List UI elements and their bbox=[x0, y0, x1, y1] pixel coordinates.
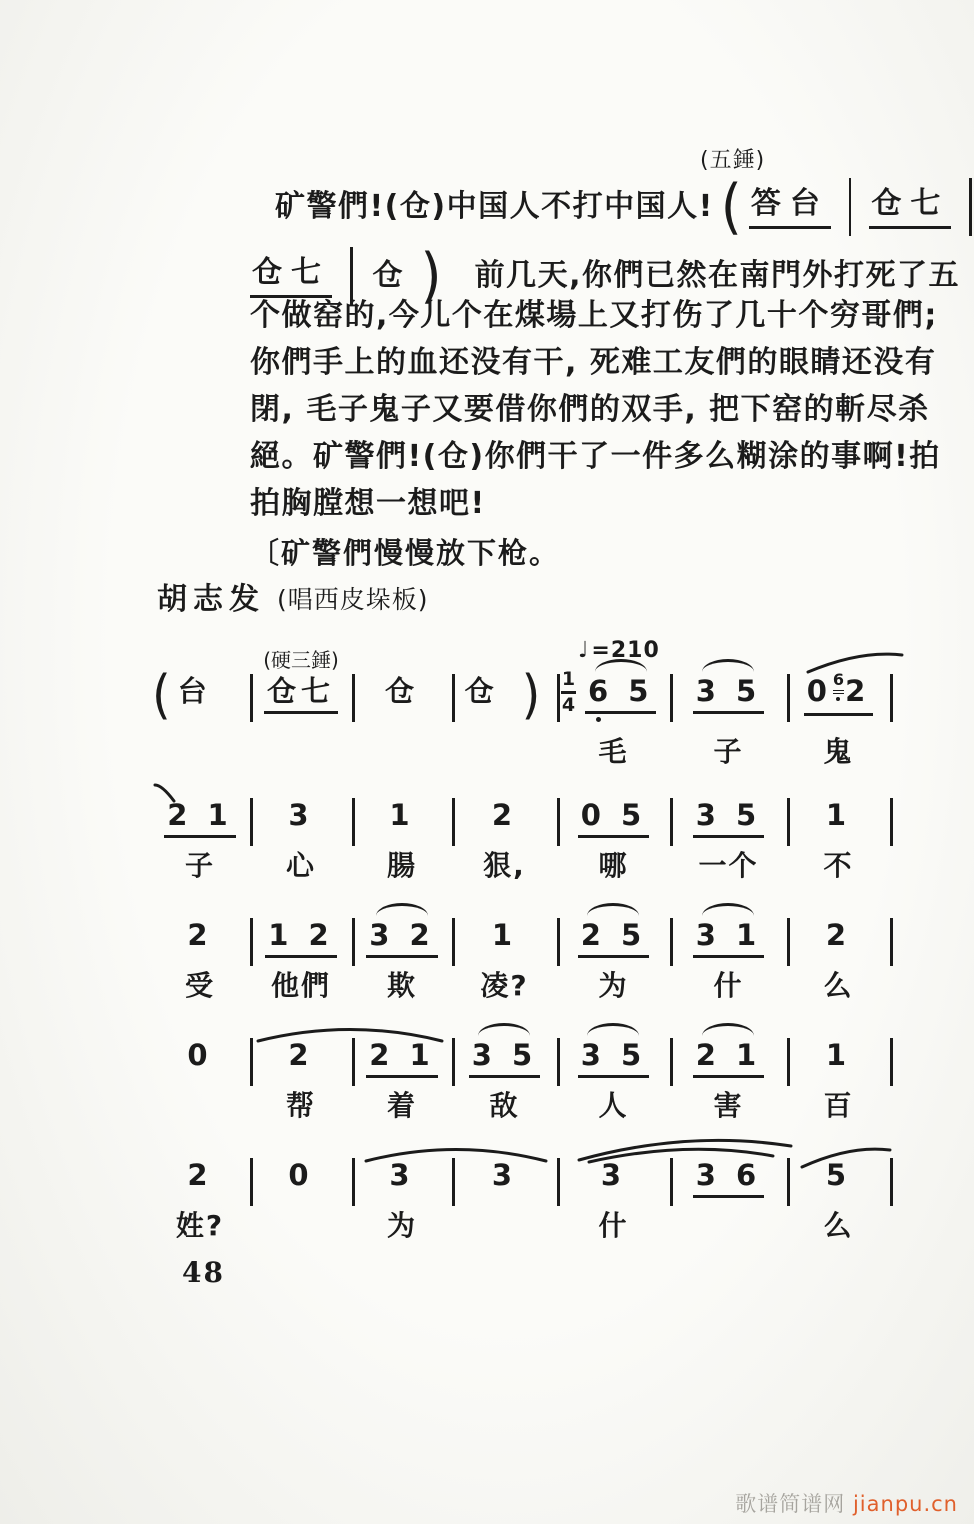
music-line-4 bbox=[150, 1018, 894, 1140]
note-group: 仓七 bbox=[264, 674, 338, 714]
note-group: 仓 bbox=[384, 674, 419, 708]
note-group: 6 5 bbox=[585, 674, 656, 714]
lyric: 不 bbox=[823, 849, 854, 882]
barline bbox=[890, 918, 893, 966]
lyric: 为 bbox=[386, 1209, 417, 1242]
grouping-paren-open: ( bbox=[152, 664, 171, 726]
dialogue-text: 矿警們!(仓)中国人不打中国人! bbox=[275, 189, 714, 225]
measure bbox=[670, 1038, 787, 1078]
lyric: 么 bbox=[823, 1209, 854, 1242]
watermark bbox=[735, 1488, 958, 1518]
lyric: 哪 bbox=[598, 849, 629, 882]
lyric: 人 bbox=[598, 1089, 629, 1122]
dialogue-text: 你們手上的血还没有干, 死难工友們的眼睛还没有 bbox=[250, 345, 937, 380]
measure bbox=[250, 674, 352, 714]
note-group: 3 bbox=[491, 1158, 518, 1192]
measure bbox=[150, 918, 250, 955]
slur-arc bbox=[702, 659, 754, 672]
note-group: 2 bbox=[187, 1158, 213, 1192]
note-group: 仓 bbox=[464, 674, 499, 708]
note-group: 1 bbox=[825, 1038, 852, 1072]
measure bbox=[250, 1158, 352, 1195]
lyric: 子 bbox=[713, 735, 744, 768]
percussion-annotation-five-hammer: (五錘) bbox=[700, 148, 766, 173]
speaker-name: 胡志发 bbox=[157, 582, 265, 617]
barline bbox=[969, 178, 972, 236]
dialogue-text: 拍胸膛想一想吧! bbox=[250, 486, 486, 521]
percussion-syllable: 仓七 bbox=[250, 254, 332, 299]
dialogue-line-1 bbox=[275, 171, 974, 241]
note-group: 3 6 bbox=[693, 1158, 764, 1198]
measure bbox=[452, 798, 557, 835]
measure bbox=[250, 1038, 352, 1075]
percussion-syllable: 仓 bbox=[372, 258, 412, 294]
grace-note: 6 bbox=[833, 671, 844, 694]
measure bbox=[150, 798, 250, 838]
lyric: 凌? bbox=[480, 969, 529, 1002]
measure bbox=[150, 1158, 250, 1195]
measure bbox=[787, 1038, 890, 1075]
octave-dot bbox=[596, 717, 601, 722]
lyric: 受 bbox=[184, 969, 215, 1002]
dialogue-line-7 bbox=[250, 485, 486, 523]
note-group: 2 1 bbox=[693, 1038, 764, 1078]
measure bbox=[787, 918, 890, 955]
dialogue-line-3 bbox=[250, 297, 938, 335]
grouping-paren-close: ) bbox=[420, 240, 442, 310]
measure bbox=[670, 798, 787, 838]
measure bbox=[670, 1158, 787, 1198]
note-group: 1 bbox=[825, 798, 852, 832]
barline bbox=[890, 1038, 893, 1086]
slur-arc bbox=[702, 1023, 754, 1036]
music-line-2 bbox=[150, 778, 894, 900]
note-group: 2 5 bbox=[578, 918, 649, 958]
measure bbox=[557, 918, 670, 958]
barline bbox=[890, 674, 893, 722]
quarter-note-icon: ♩ bbox=[578, 638, 590, 663]
measure bbox=[352, 918, 452, 958]
lyric: 狠, bbox=[483, 849, 526, 882]
slur-arc bbox=[587, 903, 639, 916]
dialogue-line-6 bbox=[250, 438, 941, 476]
measure bbox=[557, 1038, 670, 1078]
watermark-site-name: 歌谱简谱网 bbox=[735, 1492, 853, 1516]
measure bbox=[452, 1038, 557, 1078]
lyric: 敌 bbox=[489, 1089, 520, 1122]
lyric: 姓? bbox=[175, 1209, 225, 1242]
barline bbox=[890, 1158, 893, 1206]
watermark-site-url: jianpu.cn bbox=[852, 1492, 958, 1516]
measure bbox=[557, 798, 670, 838]
dialogue-line-4 bbox=[250, 344, 936, 382]
lyric: 么 bbox=[823, 969, 854, 1002]
measure bbox=[557, 668, 670, 719]
note-group: 2 bbox=[187, 918, 213, 952]
measure bbox=[670, 674, 787, 714]
dialogue-text: 前几天,你們已然在南門外打死了五 bbox=[474, 258, 960, 294]
page-number: 48 bbox=[182, 1256, 225, 1289]
dialogue-line-5 bbox=[250, 391, 930, 429]
percussion-syllable: 答台 bbox=[749, 185, 831, 230]
lyric: 着 bbox=[386, 1089, 417, 1122]
measure bbox=[352, 1158, 452, 1195]
note-group: 1 bbox=[389, 798, 415, 832]
lyric: 子 bbox=[184, 849, 215, 882]
time-signature bbox=[561, 670, 576, 715]
measure bbox=[150, 664, 250, 726]
barline bbox=[890, 798, 893, 846]
barline bbox=[849, 178, 852, 236]
note-group: 2 1 bbox=[164, 798, 235, 838]
dialogue-text: 絕。矿警們!(仓)你們干了一件多么糊涂的事啊!拍 bbox=[250, 439, 941, 474]
lyric: 什 bbox=[598, 1209, 629, 1242]
note-group: 3 5 bbox=[578, 1038, 649, 1078]
lyric: 百 bbox=[823, 1089, 854, 1122]
note-group: 0 bbox=[187, 1038, 213, 1072]
note-group: 3 bbox=[288, 798, 314, 832]
measure bbox=[787, 798, 890, 835]
slur-arc bbox=[376, 903, 428, 916]
measure bbox=[787, 670, 890, 716]
lyric: 为 bbox=[598, 969, 629, 1002]
note-group: 台 bbox=[177, 674, 212, 708]
measure bbox=[352, 798, 452, 835]
note-group: 3 2 bbox=[366, 918, 437, 958]
slur-arc bbox=[587, 1023, 639, 1036]
note-group: 1 bbox=[491, 918, 518, 952]
measure bbox=[787, 1158, 890, 1195]
measure bbox=[452, 918, 557, 955]
measure bbox=[352, 1038, 452, 1078]
grouping-paren-open: ( bbox=[720, 171, 742, 241]
lyric: 毛 bbox=[598, 735, 629, 768]
note-group: 3 1 bbox=[693, 918, 764, 958]
note-group: 5 bbox=[825, 1158, 852, 1192]
note-group: 0 5 bbox=[578, 798, 649, 838]
note-group: 2 bbox=[491, 798, 518, 832]
slur-arc bbox=[702, 903, 754, 916]
note-group: 2 bbox=[288, 1038, 314, 1072]
lyric: 一个 bbox=[698, 849, 759, 882]
lyric: 欺 bbox=[386, 969, 417, 1002]
measure bbox=[452, 664, 557, 726]
note-group: 1 2 bbox=[265, 918, 336, 958]
measure bbox=[250, 798, 352, 835]
tempo-value: =210 bbox=[591, 638, 660, 663]
time-signature-denominator: 4 bbox=[561, 693, 576, 716]
lyric: 帮 bbox=[285, 1089, 316, 1122]
lyric: 鬼 bbox=[823, 735, 854, 768]
stage-direction: 〔矿警們慢慢放下枪。 bbox=[250, 536, 561, 570]
lyric: 腸 bbox=[386, 849, 417, 882]
music-line-5 bbox=[150, 1138, 894, 1260]
grouping-paren-close: ) bbox=[521, 664, 541, 726]
measure bbox=[557, 1158, 670, 1195]
music-line-1 bbox=[150, 638, 894, 768]
note-group: 0 bbox=[288, 1158, 314, 1192]
time-signature-numerator: 1 bbox=[561, 668, 576, 690]
lyric: 心 bbox=[285, 849, 316, 882]
note-group: 2 1 bbox=[366, 1038, 437, 1078]
measure bbox=[250, 918, 352, 958]
note-group: 3 5 bbox=[693, 674, 764, 714]
dialogue-text: 个做窑的,今儿个在煤場上又打伤了几十个穷哥們; bbox=[250, 298, 938, 333]
music-line-3 bbox=[150, 898, 894, 1020]
tie-arc-start bbox=[805, 648, 905, 676]
octave-dot bbox=[836, 697, 840, 701]
lyric: 他們 bbox=[270, 969, 331, 1002]
measure bbox=[352, 674, 452, 711]
percussion-annotation-hard-three-hammer: (硬三錘) bbox=[263, 648, 339, 672]
lyric: 害 bbox=[713, 1089, 744, 1122]
note-group: 06 2 bbox=[804, 674, 874, 716]
note-group: 3 5 bbox=[693, 798, 764, 838]
note-group: 3 5 bbox=[469, 1038, 540, 1078]
percussion-syllable: 仓七 bbox=[869, 185, 951, 230]
slur-arc bbox=[478, 1023, 530, 1036]
measure bbox=[150, 1038, 250, 1075]
note-group: 3 bbox=[600, 1158, 627, 1192]
performance-cue: (唱西皮垛板) bbox=[277, 585, 429, 614]
lyric: 什 bbox=[713, 969, 744, 1002]
dialogue-text: 閉, 毛子鬼子又要借你們的双手, 把下窑的斬尽杀 bbox=[250, 392, 930, 427]
note-group: 2 bbox=[825, 918, 852, 952]
measure bbox=[452, 1158, 557, 1195]
note-group: 3 bbox=[389, 1158, 415, 1192]
measure bbox=[670, 918, 787, 958]
